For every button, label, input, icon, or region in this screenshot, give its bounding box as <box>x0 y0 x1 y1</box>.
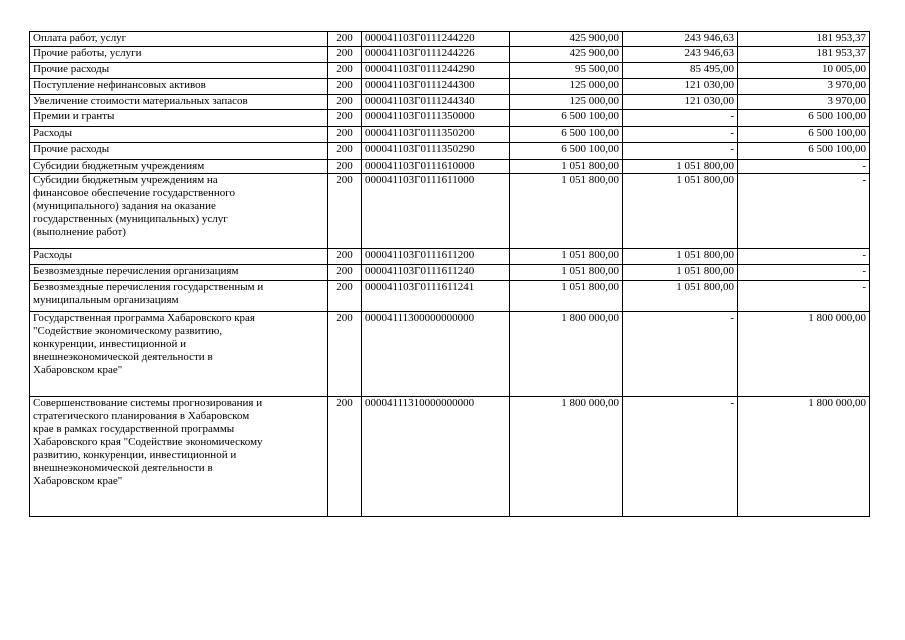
row-unexecuted-cell: 6 500 100,00 <box>738 143 870 160</box>
row-unexecuted-cell: 1 800 000,00 <box>738 397 870 517</box>
table-row <box>30 281 870 312</box>
row-name-cell: Совершенствование системы прогнозирования и стратегического планирования в Хабаровском крае в рамках государственной программы Хабаровского края "Содействие экономическому развитию, конкуренции, инвестиционной и внешнеэкономической деятельности в Хабаровском крае" <box>30 397 328 517</box>
row-name-cell: Субсидии бюджетным учреждениям на финансовое обеспечение государственного (муниципального) задания на оказание государственных (муниципальных) услуг (выполнение работ) <box>30 174 328 249</box>
row-executed-cell: 1 051 800,00 <box>623 249 738 265</box>
row-approved-cell: 1 051 800,00 <box>510 281 623 312</box>
row-budget-code-cell: 000041103Г0111244290 <box>362 63 510 79</box>
row-name-cell: Безвозмездные перечисления организациям <box>30 265 328 281</box>
table-row <box>30 127 870 143</box>
row-approved-cell: 1 051 800,00 <box>510 160 623 174</box>
row-approved-cell: 95 500,00 <box>510 63 623 79</box>
row-unexecuted-cell: 6 500 100,00 <box>738 127 870 143</box>
row-unexecuted-cell: 3 970,00 <box>738 95 870 110</box>
row-unexecuted-cell: - <box>738 160 870 174</box>
table-row <box>30 143 870 160</box>
table-row <box>30 160 870 174</box>
row-budget-code-cell: 000041103Г0111610000 <box>362 160 510 174</box>
row-unexecuted-cell: 6 500 100,00 <box>738 110 870 127</box>
row-budget-code-cell: 00004111300000000000 <box>362 312 510 397</box>
table-body <box>30 32 870 517</box>
row-name-cell: Государственная программа Хабаровского края "Содействие экономическому развитию, конкуренции, инвестиционной и внешнеэкономической деятельности в Хабаровском крае" <box>30 312 328 397</box>
row-approved-cell: 1 800 000,00 <box>510 312 623 397</box>
row-budget-code-cell: 000041103Г0111244300 <box>362 79 510 95</box>
row-name-cell: Поступление нефинансовых активов <box>30 79 328 95</box>
row-unexecuted-cell: - <box>738 249 870 265</box>
row-unexecuted-cell: 181 953,37 <box>738 47 870 63</box>
row-budget-code-cell: 000041103Г0111611241 <box>362 281 510 312</box>
row-budget-code-cell: 00004111310000000000 <box>362 397 510 517</box>
table-row <box>30 312 870 397</box>
row-approved-cell: 1 051 800,00 <box>510 265 623 281</box>
row-line-code-cell: 200 <box>328 397 362 517</box>
row-approved-cell: 125 000,00 <box>510 79 623 95</box>
row-approved-cell: 6 500 100,00 <box>510 127 623 143</box>
row-executed-cell: 121 030,00 <box>623 79 738 95</box>
row-unexecuted-cell: 181 953,37 <box>738 32 870 47</box>
row-executed-cell: 243 946,63 <box>623 32 738 47</box>
row-approved-cell: 1 800 000,00 <box>510 397 623 517</box>
row-line-code-cell: 200 <box>328 63 362 79</box>
row-name-cell: Премии и гранты <box>30 110 328 127</box>
row-budget-code-cell: 000041103Г0111611000 <box>362 174 510 249</box>
row-unexecuted-cell: - <box>738 174 870 249</box>
row-executed-cell: 243 946,63 <box>623 47 738 63</box>
row-unexecuted-cell: 10 005,00 <box>738 63 870 79</box>
row-line-code-cell: 200 <box>328 127 362 143</box>
row-line-code-cell: 200 <box>328 32 362 47</box>
row-unexecuted-cell: - <box>738 265 870 281</box>
row-line-code-cell: 200 <box>328 312 362 397</box>
row-name-cell: Расходы <box>30 249 328 265</box>
row-approved-cell: 425 900,00 <box>510 47 623 63</box>
row-approved-cell: 425 900,00 <box>510 32 623 47</box>
table-row <box>30 95 870 110</box>
row-name-cell: Прочие расходы <box>30 63 328 79</box>
row-executed-cell: 1 051 800,00 <box>623 174 738 249</box>
row-line-code-cell: 200 <box>328 143 362 160</box>
row-unexecuted-cell: 1 800 000,00 <box>738 312 870 397</box>
row-approved-cell: 1 051 800,00 <box>510 249 623 265</box>
row-line-code-cell: 200 <box>328 265 362 281</box>
row-approved-cell: 6 500 100,00 <box>510 143 623 160</box>
row-name-cell: Прочие работы, услуги <box>30 47 328 63</box>
row-executed-cell: - <box>623 397 738 517</box>
row-approved-cell: 6 500 100,00 <box>510 110 623 127</box>
row-executed-cell: 121 030,00 <box>623 95 738 110</box>
row-name-cell: Прочие расходы <box>30 143 328 160</box>
row-executed-cell: 85 495,00 <box>623 63 738 79</box>
row-line-code-cell: 200 <box>328 160 362 174</box>
row-name-cell: Оплата работ, услуг <box>30 32 328 47</box>
row-executed-cell: - <box>623 110 738 127</box>
row-executed-cell: 1 051 800,00 <box>623 160 738 174</box>
row-executed-cell: - <box>623 127 738 143</box>
row-line-code-cell: 200 <box>328 110 362 127</box>
row-budget-code-cell: 000041103Г0111244340 <box>362 95 510 110</box>
row-budget-code-cell: 000041103Г0111611240 <box>362 265 510 281</box>
row-line-code-cell: 200 <box>328 47 362 63</box>
row-executed-cell: - <box>623 143 738 160</box>
row-budget-code-cell: 000041103Г0111350000 <box>362 110 510 127</box>
table-row <box>30 79 870 95</box>
row-name-cell: Безвозмездные перечисления государственным и муниципальным организациям <box>30 281 328 312</box>
row-unexecuted-cell: 3 970,00 <box>738 79 870 95</box>
row-budget-code-cell: 000041103Г0111611200 <box>362 249 510 265</box>
row-line-code-cell: 200 <box>328 79 362 95</box>
table-row <box>30 397 870 517</box>
row-executed-cell: 1 051 800,00 <box>623 281 738 312</box>
table-row <box>30 174 870 249</box>
table-row <box>30 47 870 63</box>
row-approved-cell: 1 051 800,00 <box>510 174 623 249</box>
row-executed-cell: - <box>623 312 738 397</box>
row-name-cell: Расходы <box>30 127 328 143</box>
row-line-code-cell: 200 <box>328 174 362 249</box>
table-row <box>30 265 870 281</box>
budget-execution-table <box>29 31 870 517</box>
row-line-code-cell: 200 <box>328 95 362 110</box>
row-line-code-cell: 200 <box>328 281 362 312</box>
table-row <box>30 110 870 127</box>
row-unexecuted-cell: - <box>738 281 870 312</box>
table-row <box>30 63 870 79</box>
row-line-code-cell: 200 <box>328 249 362 265</box>
row-budget-code-cell: 000041103Г0111350200 <box>362 127 510 143</box>
row-budget-code-cell: 000041103Г0111244220 <box>362 32 510 47</box>
row-approved-cell: 125 000,00 <box>510 95 623 110</box>
row-name-cell: Субсидии бюджетным учреждениям <box>30 160 328 174</box>
row-budget-code-cell: 000041103Г0111350290 <box>362 143 510 160</box>
table-row <box>30 249 870 265</box>
row-executed-cell: 1 051 800,00 <box>623 265 738 281</box>
row-budget-code-cell: 000041103Г0111244226 <box>362 47 510 63</box>
table-row <box>30 32 870 47</box>
row-name-cell: Увеличение стоимости материальных запасов <box>30 95 328 110</box>
